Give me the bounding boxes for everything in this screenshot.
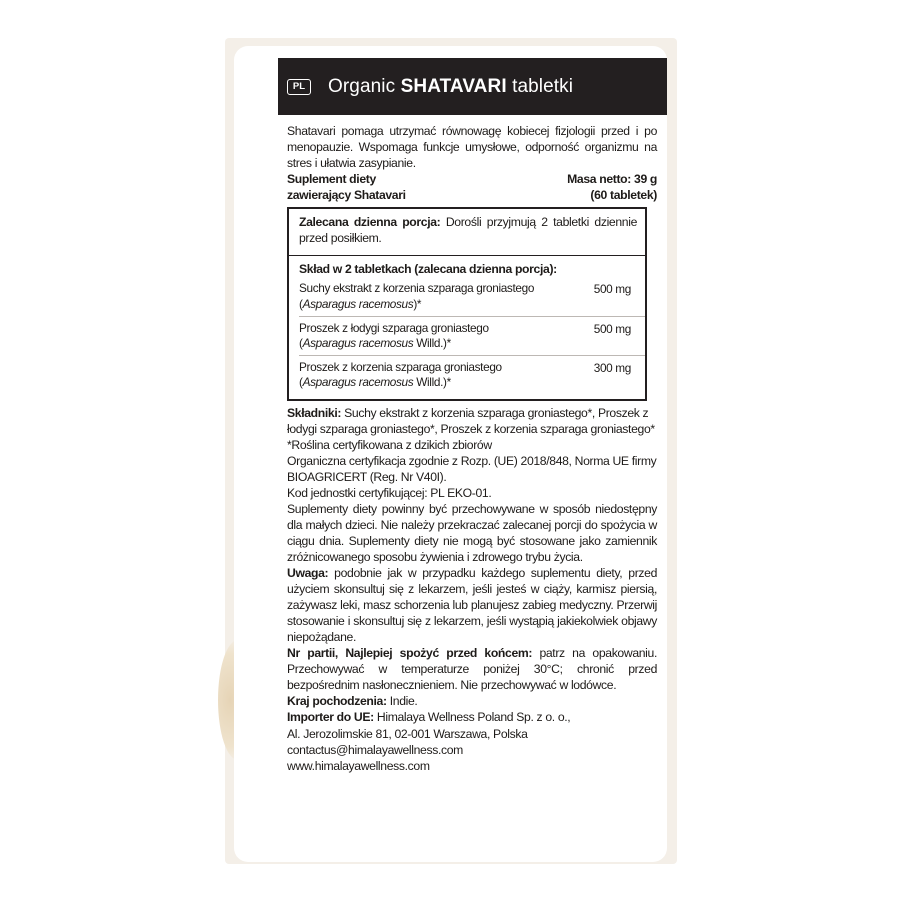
product-type-line1: Suplement diety [287, 172, 376, 187]
caution-value: podobnie jak w przypadku każdego suplementu diety, przed użyciem skonsultuj się z lekarzem, jeśli jesteś w ciąży, karmisz piersią, zażywasz leki, masz schorzenia lub planujesz zabieg medyczny. Przerwij stosowanie i skonsultuj się z lekarzem, jeśli wystąpią jakiekolwiek objawy niepożądane. [287, 566, 657, 645]
tablet-count: (60 tabletek) [590, 188, 657, 203]
composition-heading: Skład w 2 tabletkach (zalecana dzienna porcja): [299, 262, 557, 277]
title-suffix: tabletki [506, 75, 574, 97]
language-badge: PL [287, 79, 311, 95]
composition-ingredient: Proszek z łodygi szparaga groniastego (Asparagus racemosus Willd.)* [299, 320, 489, 350]
label-header [278, 58, 667, 115]
composition-ingredient: Proszek z korzenia szparaga groniastego (Asparagus racemosus Willd.)* [299, 360, 502, 390]
batch-value: patrz na opakowaniu. Przechowywać w temperaturze poniżej 30°C; chronić przed bezpośrednim nasłonecznieniem. Nie przechowywać w lodówce. [287, 646, 657, 693]
ingredient-latin: Asparagus racemosus [302, 375, 414, 390]
caution-label: Uwaga: [287, 566, 329, 581]
label-content [287, 123, 657, 774]
composition-ingredient: Suchy ekstrakt z korzenia szparaga groniastego (Asparagus racemosus)* [299, 281, 535, 311]
importer-address: Al. Jerozolimskie 81, 02-001 Warszawa, Polska [287, 726, 528, 741]
ingredient-latin-suffix: Willd.)* [413, 335, 451, 350]
batch-storage-text [287, 645, 657, 693]
product-type-line2: zawierający Shatavari [287, 188, 406, 203]
importer-website: www.himalayawellness.com [287, 758, 430, 773]
box-divider [289, 255, 645, 256]
ingredient-latin: Asparagus racemosus [302, 296, 414, 311]
product-info-row-2 [287, 187, 657, 203]
composition-row [299, 277, 645, 316]
ingredient-name: Proszek z korzenia szparaga groniastego [299, 360, 502, 375]
certification-text: Organiczna certyfikacja zgodnie z Rozp. (UE) 2018/848, Norma UE firmy BIOAGRICERT (Reg. Nr V40I). [287, 453, 657, 484]
importer-text [287, 709, 657, 725]
ingredient-latin-suffix: Willd.)* [413, 375, 451, 390]
importer-email: contactus@himalayawellness.com [287, 742, 463, 757]
title-brand: SHATAVARI [400, 75, 507, 97]
warnings-text: Suplementy diety powinny być przechowywane w sposób niedostępny dla małych dzieci. Nie należy przekraczać zalecanej porcji do spożycia w ciągu dnia. Suplementy diety nie mogą być stosowane jako zamiennik zróżnicowanego sposobu żywienia i zdrowego trybu życia. [287, 501, 657, 565]
ingredients-value: Suchy ekstrakt z korzenia szparaga groniastego*, Proszek z łodygi szparaga groniastego*, Proszek z korzenia szparaga groniastego* [287, 405, 655, 436]
ingredients-label: Składniki: [287, 405, 342, 420]
dosage-label: Zalecana dzienna porcja: [299, 215, 441, 230]
title-prefix: Organic [328, 75, 401, 97]
dosage-value: Dorośli przyjmują 2 tabletki dziennie przed posiłkiem. [299, 215, 637, 246]
certification-note: *Roślina certyfikowana z dzikich zbiorów [287, 437, 492, 452]
importer-name: Himalaya Wellness Poland Sp. z o. o., [373, 710, 571, 725]
ingredient-name: Proszek z łodygi szparaga groniastego [299, 320, 489, 335]
product-info-row-1 [287, 171, 657, 187]
origin-value: Indie. [386, 694, 418, 709]
batch-label: Nr partii, Najlepiej spożyć przed końcem: [287, 646, 533, 661]
product-title [328, 76, 573, 98]
ingredient-latin-suffix: )* [413, 296, 422, 311]
ingredient-name: Suchy ekstrakt z korzenia szparaga groniastego [299, 281, 535, 296]
ingredient-latin: Asparagus racemosus [302, 335, 414, 350]
origin-label: Kraj pochodzenia: [287, 694, 387, 709]
dosage-composition-box [287, 207, 647, 400]
ingredient-amount: 500 mg [593, 282, 631, 297]
composition-row [299, 356, 645, 398]
net-mass: Masa netto: 39 g [567, 172, 657, 187]
certification-code: Kod jednostki certyfikującej: PL EKO-01. [287, 485, 492, 500]
intro-text: Shatavari pomaga utrzymać równowagę kobiecej fizjologii przed i po menopauzie. Wspomaga funkcje umysłowe, odporność organizmu na stres i ułatwia zasypianie. [287, 124, 657, 171]
origin-text [287, 693, 657, 709]
ingredients-text [287, 405, 657, 437]
composition-row [299, 317, 645, 356]
importer-label: Importer do UE: [287, 710, 374, 725]
ingredient-amount: 300 mg [593, 361, 631, 376]
dosage-text [299, 214, 637, 246]
caution-text [287, 565, 657, 645]
ingredient-amount: 500 mg [593, 321, 631, 336]
